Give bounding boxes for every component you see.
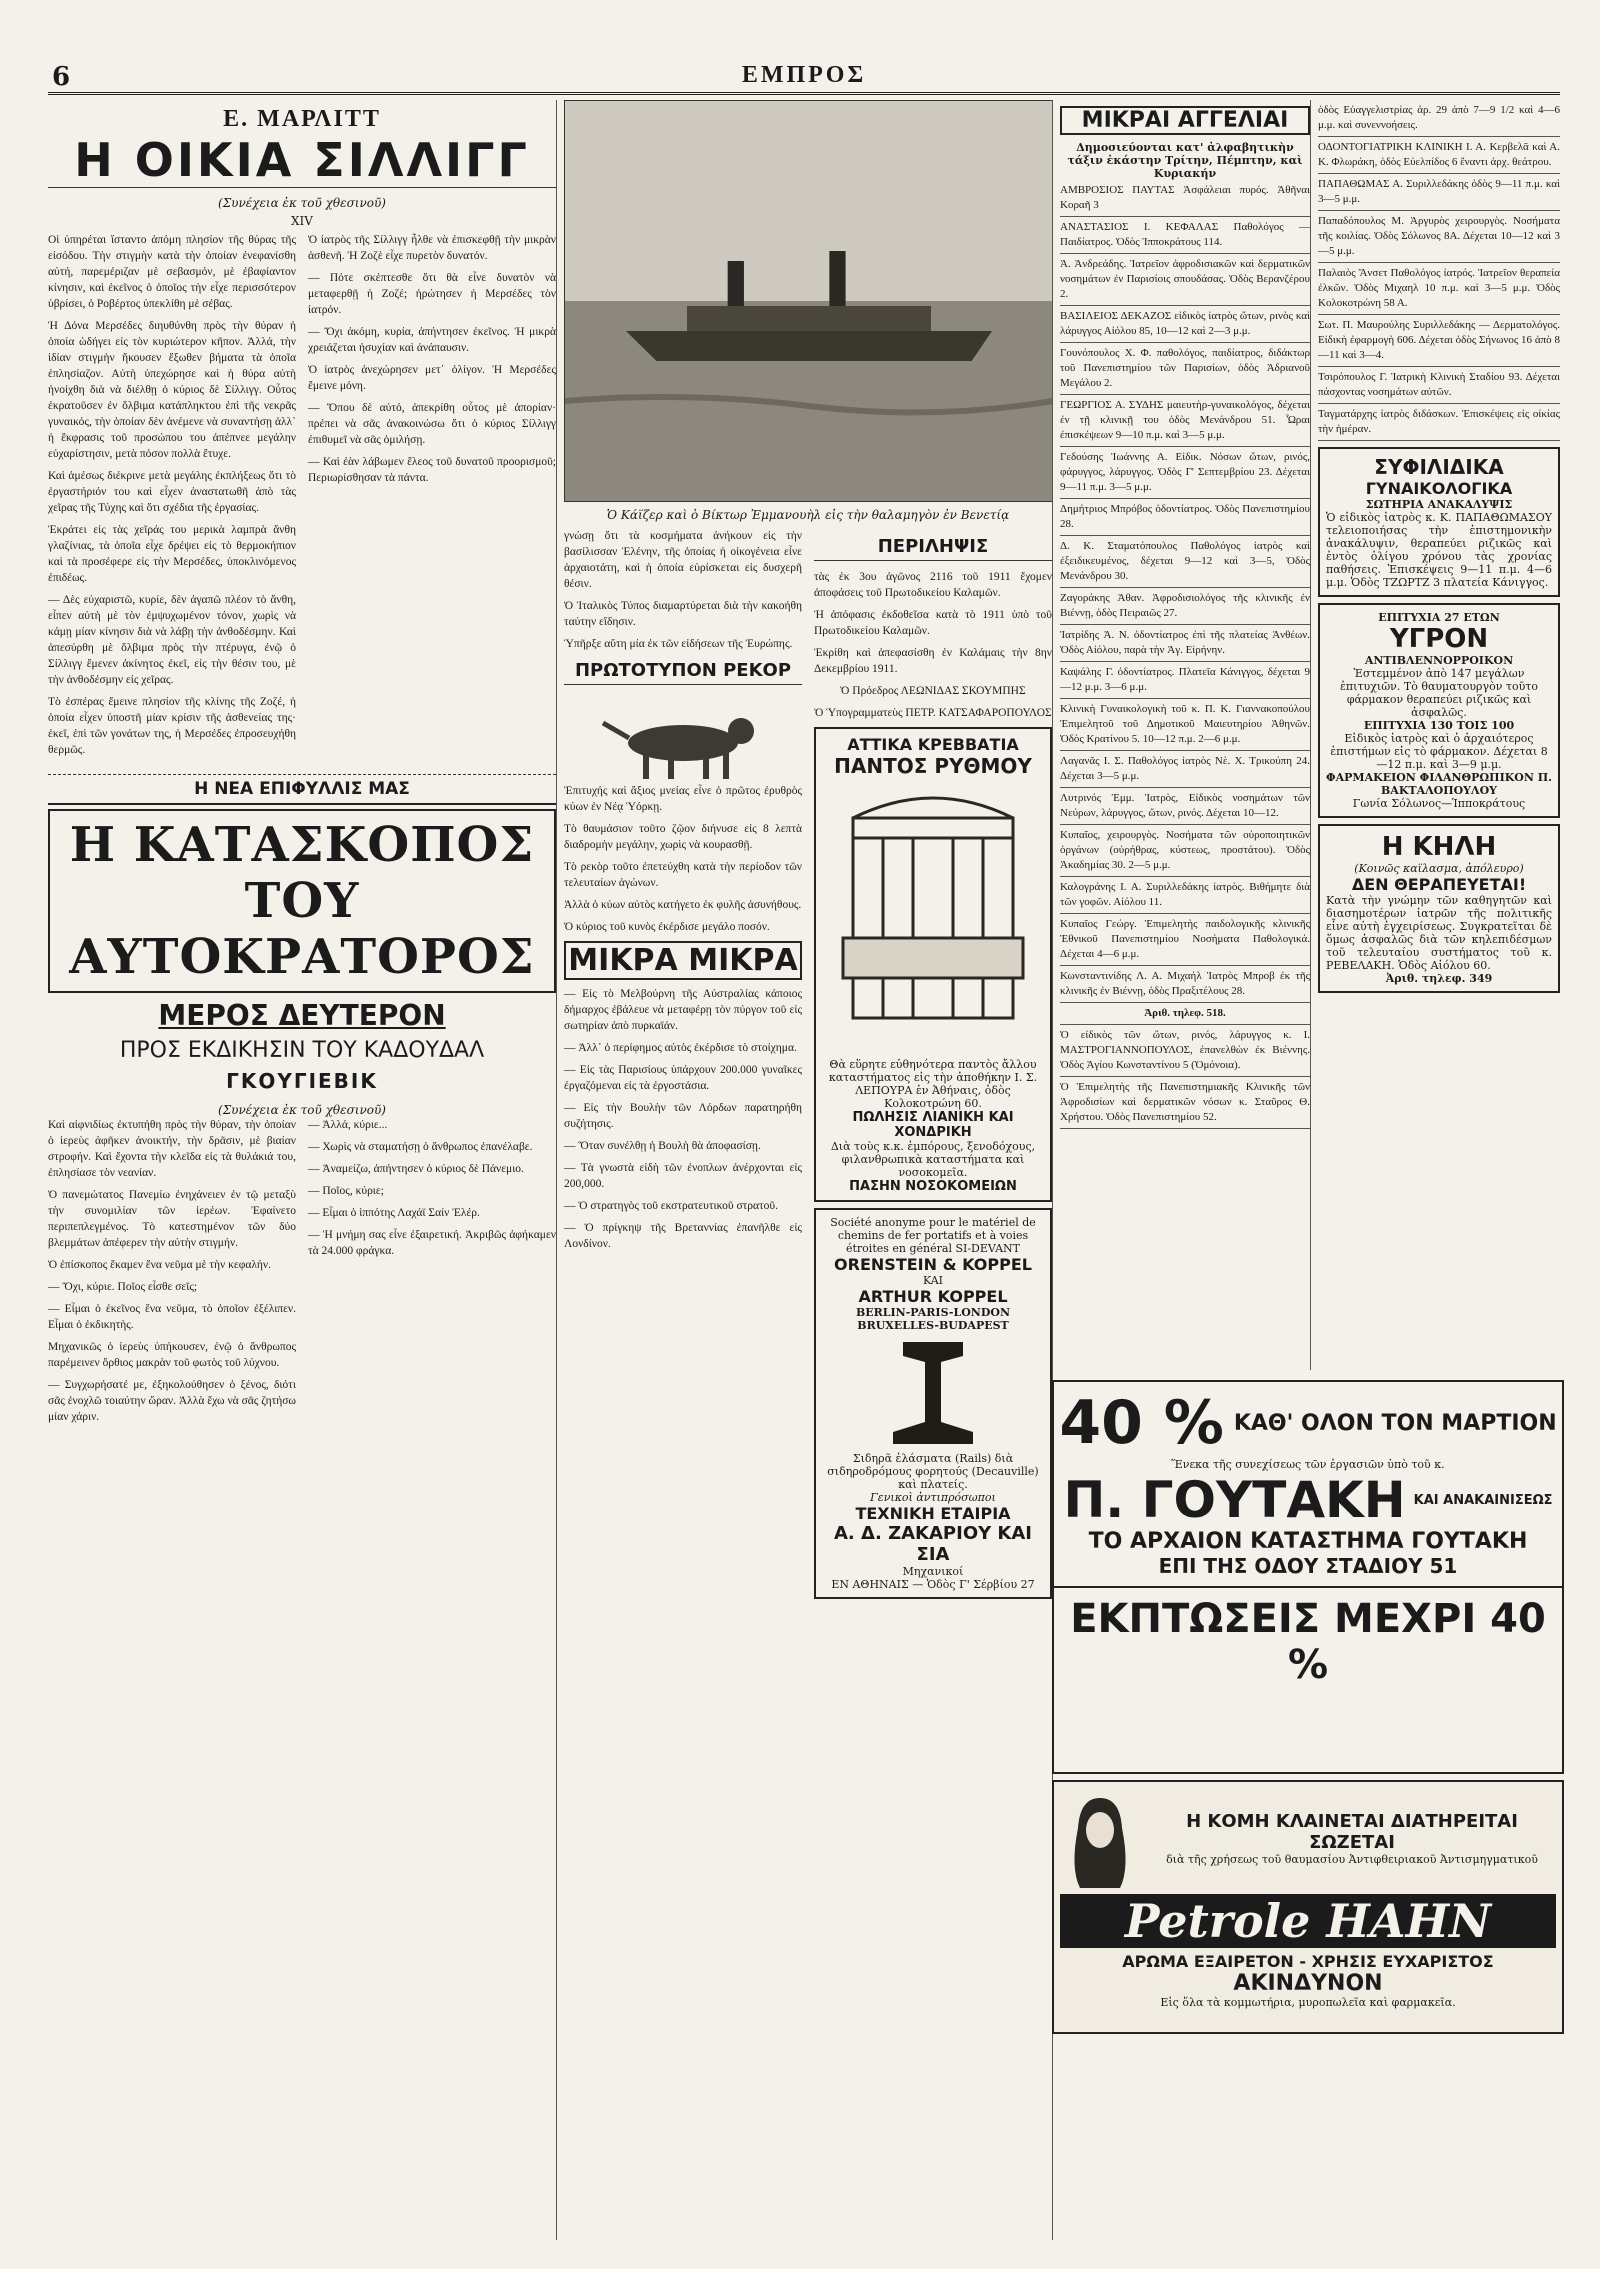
woman-portrait-icon [1060,1788,1140,1888]
classified-item: ΟΔΟΝΤΟΓΙΑΤΡΙΚΗ ΚΛΙΝΙΚΗ Ι. Α. Κερβελᾶ καὶ Α. Κ. Φλωράκη, ὁδὸς Εὐελπίδος 6 ἔναντι ἀρχ. θεάτρου. [1318,137,1560,174]
goutaki-ad [1052,1380,1564,1774]
photo-caption: Ὁ Κάϊζερ καὶ ὁ Βίκτωρ Ἐμμανουὴλ εἰς τὴν θαλαμηγὸν ἐν Βενετίᾳ [606,508,1010,522]
classified-item: Τσιρόπουλος Γ. Ἰατρικὴ Κλινικὴ Σταδίου 93. Δέχεται πάσχοντας νοσημάτων αὐτῶν. [1318,367,1560,404]
dog-icon [564,693,802,783]
ad-name: Π. ΓΟΥΤΑΚΗ [1063,1471,1406,1529]
syphilis-title: ΣΥΦΙΛΙΔΙΚΑ [1374,455,1504,479]
paragraph: Τὸ θαυμάσιον τοῦτο ζῷον διήνυσε εἰς 8 λεπτὰ διαδρομὴν μεγάλην, χωρὶς νὰ κουρασθῇ. [564,823,802,851]
article-body [48,232,556,764]
ygron-sub: ΑΝΤΙΒΛΕΝΝΟΡΡΟΙΚΟΝ [1364,654,1514,667]
classified-item: ΑΝΑΣΤΑΣΙΟΣ Ι. ΚΕΦΑΛΑΣ Παθολόγος — Παιδίατρος. Ὁδὸς Ἱπποκράτους 114. [1060,217,1310,254]
kili-phone: Ἀριθ. τηλεφ. 349 [1385,972,1493,985]
hospitals-line: ΠΑΣΗΝ ΝΟΣΟΚΟΜΕΙΩΝ [849,1179,1017,1194]
engineers: Μηχανικοί [902,1565,964,1578]
paragraph: — Ὄχι, κύριε. Ποῖος εἶσθε σεῖς; [48,1281,198,1293]
paragraph: Ἐκρίθη καὶ ἀπεφασίσθη ἐν Καλάμαις τὴν 8ην Δεκεμβρίου 1911. [814,647,1052,675]
classified-item: Κωνσταντινίδης Λ. Α. Μιχαήλ Ἰατρὸς Μπροβ ἐκ τῆς κλινικῆς ἐν Βιέννῃ, ὁδὸς Πραξιτέλους 28. [1060,966,1310,1003]
discount-percent: 40 % [1059,1388,1224,1458]
classified-item: ΑΜΒΡΟΣΙΟΣ ΠΑΥΤΑΣ Ἀσφάλειαι πυρός. Ἀθῆναι Κοραῆ 3 [1060,180,1310,217]
paragraph: — Καὶ ἐὰν λάβωμεν ἔλεος τοῦ δυνατοῦ προορισμοῦ; Περιωρίσθησαν τὰ πάντα. [308,456,556,484]
classified-item: Γουνόπουλος Χ. Φ. παθολόγος, παιδίατρος, διδάκτωρ τοῦ Πανεπιστημίου τῶν Παρισίων, ὁδὸς Ἀδριανοῦ Μεγάλου 2. [1060,343,1310,395]
section-banner: Η ΝΕΑ ΕΠΙΦΥΛΛΙΣ ΜΑΣ [48,774,556,805]
beds-title: ΑΤΤΙΚΑ ΚΡΕΒΒΑΤΙΑ [847,735,1019,754]
rail-illustration [822,1332,1044,1452]
ygron-text: Ἐστεμμένον ἀπὸ 147 μεγάλων ἐπιτυχιῶν. Τὸ θαυματουργὸν τοῦτο φάρμακον θεραπεύει ριζικῶς καὶ ἀσφαλῶς. [1340,667,1538,719]
paragraph: Τὸ ρεκὸρ τοῦτο ἐπετεύχθη κατὰ τὴν περίοδον τῶν τελευταίων ἀγώνων. [564,861,802,889]
paragraph: — Εἰς τὴν Βουλὴν τῶν Λόρδων παρατηρήθη συζήτησις. [564,1102,802,1130]
paragraph: — Τὰ γνωστὰ εἰδὴ τῶν ἐνοπλων ἀνέρχονται εἰς 200,000. [564,1162,802,1190]
paragraph: — Ἀναμείζω, ἀπήντησεν ὁ κύριος δὲ Πάνεμιο. [308,1163,524,1175]
paragraph: Οἱ ὑπηρέται ἵσταντο ἀπόμη πλησίον τῆς θύρας τῆς εἰσόδου. Τὴν στιγμὴν κατὰ τὴν ὁποίαν ἐνεφανίσθη αὐτή, παρεμέριζαν μὲ σεβασμόν, μὲ ἐβαφίαντον κίνησιν, καὶ ἐκεῖνος ὁ ὁποῖος τὴν εἶχε περισσότερον ὑβρίσει, ὁ Ροβέρτος ὑπεκλίθη μὲ σέβας. [48,234,296,310]
paragraph: Μηχανικῶς ὁ ἱερεὺς ὑπήκουσεν, ἐνῷ ὁ ἄνθρωπος παρέμεινεν ὄρθιος μακρὰν τοῦ φωτὸς τοῦ λύχνου. [48,1341,296,1369]
record-title: ΠΡΩΤΟΤΥΠΟΝ ΡΕΚΟΡ [564,660,802,685]
paragraph: τὰς ἐκ 3ου ἀγῶνος 2116 τοῦ 1911 ἔχομεν ἀποφάσεις τοῦ Πρωτοδικείου Καλαμῶν. [814,571,1052,599]
ad-store: ΤΟ ΑΡΧΑΙΟΝ ΚΑΤΑΣΤΗΜΑ ΓΟΥΤΑΚΗ [1088,1529,1528,1554]
paragraph: Ὑπῆρξε αὕτη μία ἐκ τῶν εἰδήσεων τῆς Ἐυρώπης. [564,638,793,650]
paragraph: — Εἰς τὸ Μελβούρνη τῆς Αὐστραλίας κάποιος δήμαρχος ἐβάλευε νὰ μεταφέρῃ τὸν πύργον τοῦ εἰς σωτηρίαν ἀπὸ πυρκαϊάν. [564,988,802,1032]
paragraph: — Χωρὶς νὰ σταματήσῃ ὁ ἄνθρωπος ἐπανέλαβε. [308,1141,533,1153]
sales-text: Διὰ τοὺς κ.κ. ἐμπόρους, ξενοδόχους, φιλανθρωπικὰ καταστήματα καὶ νοσοκομεῖα. [830,1140,1036,1179]
kili-head: ΔΕΝ ΘΕΡΑΠΕΥΕΤΑΙ! [1351,875,1527,894]
gyn-sub: ΣΩΤΗΡΙΑ ΑΝΑΚΑΛΥΨΙΣ [1365,498,1513,511]
petrole-hahn-ad [1052,1780,1564,2034]
column-feuilleton [48,100,557,2240]
address: ΕΝ ΑΘΗΝΑΙΣ — Ὁδὸς Γ' Σέρβίου 27 [831,1578,1035,1591]
success2-text: Εἰδικὸς ἰατρὸς καὶ ὁ ἀρχαιότερος ἐπιστήμων εἰς τὸ φάρμακον. Δέχεται 8—12 π.μ. καὶ 3—9 μ.μ. [1330,732,1548,771]
kili-ad [1318,824,1560,993]
gyn-text: Ὁ εἰδικὸς ἰατρὸς κ. Κ. ΠΑΠΑΘΩΜΑΣΟΥ τελειοποιήσας τὴν ἐπιστημονικὴν ἀνακάλυψιν, θεραπεύει ριζικῶς καὶ ἐντὸς ὀλίγου χρόνου τὰς χρονίας παθήσεις. Ἐπισκέψεις 9—11 π.μ. 4—6 μ.μ. Ὁδὸς ΤΖΩΡΤΖ 3 πλατεία Κάνιγγος. [1326,511,1552,589]
signature: Ὁ Πρόεδρος ΛΕΩΝΙΔΑΣ ΣΚΟΥΜΠΗΣ [840,685,1026,697]
article-title: Η ΟΙΚΙΑ ΣΙΛΛΙΓΓ [48,133,556,188]
beds-subtitle: ΠΑΝΤΟΣ ΡΥΘΜΟΥ [834,754,1032,778]
success2-line: ΕΠΙΤΥΧΙΑ 130 ΤΟΙΣ 100 [1363,719,1515,732]
paragraph: — Ὄχι ἀκόμη, κυρία, ἀπήντησεν ἐκεῖνος. Ἡ μικρὰ χρειάζεται ἡσυχίαν καὶ ἀνάπαυσιν. [308,326,556,354]
paragraph: Ὁ κύριος τοῦ κυνὸς ἐκέρδισε μεγάλο ποσόν. [564,921,770,933]
classified-item: ΒΑΣΙΛΕΙΟΣ ΔΕΚΑΖΟΣ εἰδικὸς ἰατρὸς ὤτων, ρινὸς καὶ λάρυγγος Αἰόλου 85, 10—12 καὶ 2—3 μ.μ. [1060,306,1310,343]
koppel-french: Société anonyme pour le matériel de chemins de fer portatifs et à voies étroites en général SI-DEVANT [830,1216,1036,1255]
classified-item: Κυπαῖος Γεώργ. Ἐπιμελητὴς παιδολογικῆς κλινικῆς Ἐθνικοῦ Πανεπιστημίου Νοσήματα Παθολογικά. Δέχεται 4—6 μ.μ. [1060,914,1310,966]
ygron-ad [1318,603,1560,818]
bed-icon [822,778,1044,1058]
paragraph: Ἡ Δόνα Μερσέδες διηυθύνθη πρὸς τὴν θύραν ἡ ὁποία ὡδήγει εἰς τὸν κυριώτερον κῆπον. Ἀλλά, τὴν ἰδίαν στιγμὴν ἤκουσεν ἔξωθεν βήματα τὰ ὁποῖα ἐπλησίαζον. Αὐτὴ ὑπεχώρησε καὶ ἡ θύρα αὐτὴ ἠνοίχθη διὰ νὰ διέλθῃ ὁ κύριος δὲ Σίλλιγγ. Οὗτος ἐκρατοῦσεν ἐν ὄλβιμα κατάπληκτου ἐπὶ τῆς νεκρᾶς γυναικός, τὴν ὁποίαν δὲν ἀνέμενε νὰ συναντήσῃ ἀλλ᾽ ἡ ἔκφρασις τοῦ προσώπου του ἀπέπνεε μεγάλην εὐχαρίστησιν, μετὰ πόσον πολλὰ ἔτυχε. [48,320,296,460]
sales-title: ΠΩΛΗΣΙΣ ΛΙΑΝΙΚΗ ΚΑΙ ΧΟΝΔΡΙΚΗ [852,1110,1014,1140]
company-name: Α. Δ. ΖΑΚΑΡΙΟΥ ΚΑΙ ΣΙΑ [834,1523,1032,1565]
paragraph: Ὁ ἐπίσκοπος ἔκαμεν ἕνα νεῦμα μὲ τὴν κεφαλήν. [48,1259,271,1271]
agents-label: Γενικοὶ ἀντιπρόσωποι [870,1491,996,1504]
paragraph: — Ποῖος, κύριε; [308,1185,384,1197]
column-classifieds [1060,100,1311,1370]
mikra-title: ΜΙΚΡΑ ΜΙΚΡΑ [564,941,802,980]
ad-headline: ΚΑΘ' ΟΛΟΝ ΤΟΝ ΜΑΡΤΙΟΝ [1233,1410,1557,1436]
news-body [564,528,1052,1605]
paragraph: Καὶ αἰφνιδίως ἐκτυπήθη πρὸς τὴν θύραν, τὴν ὁποίαν ὁ ἱερεὺς ἀφῆκεν ἀνοικτήν, τὴν δρᾶσιν, μὲ βιαίαν στροφήν. Καὶ ἔχοντα τὴν κλεῖδα εἰς τὰ θυλάκιά του, ἐπλησίασε τὸν νεανίαν. [48,1119,296,1179]
ad-discounts: ΕΚΠΤΩΣΕΙΣ ΜΕΧΡΙ 40 % [1070,1596,1546,1688]
pharmacy-address: Γωνία Σόλωνος—Ἱπποκράτους [1352,797,1526,810]
paragraph: — Εἶμαι ὁ ἱππότης Λαχάϊ Σαίν Ἐλέρ. [308,1207,480,1219]
paragraph: — Δὲς εὐχαριστῶ, κυρίε, δὲν ἀγαπῶ πλέον τὸ ἄνθη, εἶπεν αὐτὴ μὲ τὸν ἐμψυχωμένον τόνον, χωρὶς νὰ κάμῃ μίαν κίνησιν διὰ νὰ λάβῃ τὴν ἀνθοδέσμην. Καὶ ἀπεσύρθη μὲ ὄλβιμα πρὸς τὴν πτέρυγα, ἐνῷ ὁ Σίλλιγγ ἔμενεν ἀκίνητος ἐκεῖ, εἰς τὴν θέσιν του, μὲ τὴν ἀνθοδέσμην εἰς χεῖρας. [48,594,296,686]
gyn-ad [1318,447,1560,597]
news-photo [564,100,1053,502]
serial-part: ΜΕΡΟΣ ΔΕΥΤΕΡΟΝ [158,999,446,1032]
divider [1054,1586,1562,1588]
kili-text: Κατὰ τὴν γνώμην τῶν καθηγητῶν καὶ διασημοτέρων ἰατρῶν τῆς πολιτικῆς εἶνε αὐτὴ ἐγχειρίσεως. Συγκρατεῖται δὲ ὅμως ἀσφαλῶς διὰ τῶν κηλεπιδέσμων τοῦ τελευταίου συστήματος τοῦ κ. ΡΕΒΕΛΑΚΗ. Ὁδὸς Αἰόλου 60. [1326,894,1552,972]
paragraph: — Εἰς τὰς Παρισίους ὑπάρχουν 200.000 γυναῖκες ἐργαζόμεναι εἰς τὰ ἐργοστάσια. [564,1064,802,1092]
classified-item: Ἀ. Ἀνδρεάδης. Ἰατρεῖον ἀφροδισιακῶν καὶ δερματικῶν νοσημάτων ἐν Παρισίοις σπουδάσας. Ὁδὸς Βερανζέρου 2. [1060,254,1310,306]
page-number: 6 [52,62,71,92]
ad-sub: Ἕνεκα τῆς συνεχίσεως τῶν ἐργασιῶν ὑπὸ τοῦ κ. [1171,1458,1445,1471]
classifieds-title: ΜΙΚΡΑΙ ΑΓΓΕΛΙΑΙ [1060,106,1310,135]
koppel-ad [814,1208,1052,1599]
bed-illustration [822,778,1044,1058]
notary: Ὁ Ὑπογραμματεὺς ΠΕΤΡ. ΚΑΤΣΑΦΑΡΟΠΟΥΛΟΣ [814,707,1052,719]
paragraph: — Εἶμαι ὁ ἐκεῖνος ἕνα νεῦμα, τὸ ὁποῖον ἐξέλιπεν. Εἶμαι ὁ ἐκδικητὴς. [48,1303,296,1331]
chapter-number: XIV [291,214,313,228]
classified-item: Κλινικὴ Γυναικολογικὴ τοῦ κ. Π. Κ. Γιαννακοπούλου Ἐπιμελητοῦ τοῦ Δημοτικοῦ Μαιευτηρίου Ἀθηνῶν. Ὁδὸς Κρατίνου 5. 10—12 π.μ. 2—6 μ.μ. [1060,699,1310,751]
dog-illustration [564,693,802,783]
paragraph: Ὁ ἰατρὸς τῆς Σίλλιγγ ἦλθε νὰ ἐπισκεφθῇ τὴν μικρὰν ἀσθενῆ. Ἡ Ζοζὲ εἶχε πυρετὸν δυνατόν. [308,234,556,262]
paragraph: — Συγχωρήσατέ με, ἐξηκολούθησεν ὁ ξένος, διότι σᾶς ἐνοχλῶ τοιαύτην ὥραν. Ἀλλὰ ἔχω νὰ σᾶς ζητήσω μίαν χάριν. [48,1379,296,1423]
paragraph: Ὁ Ἰταλικὸς Τύπος διαμαρτύρεται διὰ τὴν κακοήθη ταύτην εἴδησιν. [564,600,802,628]
classified-item: Ἀριθ. τηλεφ. 518. [1060,1003,1310,1025]
serial-continuation: (Συνέχεια ἐκ τοῦ χθεσινοῦ) [218,1103,386,1117]
article-author: Ε. ΜΑΡΛΙΤΤ [223,106,381,132]
paragraph: — Ἀλλά, κύριε... [308,1119,388,1131]
classified-item: Καψάλης Γ. ὀδοντίατρος. Πλατεῖα Κάνιγγος, δέχεται 9—12 μ.μ. 3—6 μ.μ. [1060,662,1310,699]
classified-item: Λυτρινός Ἐμμ. Ἰατρὸς, Εἰδικὸς νοσημάτων τῶν Νεύρων, λάρυγγος, ὤτων, ρινός. Δέχεται 10—12. [1060,788,1310,825]
paragraph: — Ὅταν συνέλθῃ ἡ Βουλὴ θὰ ἀποφασίσῃ. [564,1140,761,1152]
classified-item: Παπαδόπουλος Μ. Ἀργυρὸς χειρουργὸς. Νοσήματα τῆς κοιλίας. Ὁδὸς Σόλωνος 8Α. Δέχεται 10—12 καὶ 3—5 μ.μ. [1318,211,1560,263]
classified-item: Καλογράνης Ι. Α. Συριλλεδάκης ἰατρὸς. Βιθήμητε διὰ τῶν γοφῶν. Αἰόλου 11. [1060,877,1310,914]
koppel-name-2: ARTHUR KOPPEL [858,1287,1008,1306]
classified-item: Γεδούσης Ἰωάννης Α. Εἰδικ. Νόσων ὤτων, ρινός, φάρυγγος, λάρυγγος. Ὁδὸς Γ' Σεπτεμβρίου 23. Δέχεται 9—11 π.μ. 3—5 μ.μ. [1060,447,1310,499]
classified-item: Παλαιὸς Ἄνσετ Παθολόγος ἰατρός. Ἰατρεῖον θεραπεία ἐλκῶν. Ὁδὸς Μιχαηλ 10 π.μ. καὶ 3—5 μ.μ. Ὁδὸς Κολοκοτρώνη 58 Α. [1318,263,1560,315]
classified-item: Λαγανᾶς Ι. Σ. Παθολόγος ἰατρὸς Νὲ. Χ. Τρικούπη 24. Δέχεται 3—5 μ.μ. [1060,751,1310,788]
summary-title: ΠΕΡΙΛΗΨΙΣ [814,536,1052,561]
paragraph: — Πότε σκέπτεσθε ὅτι θὰ εἶνε δυνατὸν νὰ μεταφερθῇ ἡ Ζοζέ; ἠρώτησεν ἡ Μερσέδες τὸν ἰατρόν. [308,272,556,316]
paragraph: Ἀλλὰ ὁ κύων αὐτὸς κατήγετο ἐκ φυλῆς ἀσυνήθους. [564,899,802,911]
classified-item: Δ. Κ. Σταματόπουλος Παθολόγος ἰατρὸς καὶ ἐξειδικευμένος, δέχεται 9—12 καὶ 3—5, Ὁδὸς Μενάνδρου 30. [1060,536,1310,588]
classified-item: Σωτ. Π. Μαυρούλης Συριλλεδάκης — Δερματολόγος. Εἰδικὴ ἐφαρμογὴ 606. Δέχεται ὁδὸς Σήνωνος 16 ἀπὸ 8—11 καὶ 3—4. [1318,315,1560,367]
classified-item: Κυπαῖος, χειρουργὸς. Νοσήματα τῶν οὐροποιητικῶν ὀργάνων (οὐρήθρας, κύστεως, προστάτου). Ὁδὸς Ἀκαδημίας 30. 2—5 μ.μ. [1060,825,1310,877]
classified-item: Δημήτριος Μπρόβος ὀδοντίατρος. Ὁδὸς Πανεπιστημίου 28. [1060,499,1310,536]
classified-item: ὁδὸς Εὐαγγελιστρίας ἀρ. 29 ἀπὸ 7—9 1/2 καὶ 4—6 μ.μ. καὶ συνεννοήσεις. [1318,100,1560,137]
paragraph: Τὸ ἐσπέρας ἔμεινε πλησίον τῆς κλίνης τῆς Ζοζέ, ἡ ὁποία εἶχεν ὑποστῆ μίαν κρίσιν τῆς ἀσθενείας της· ἐκεῖ, ἐπὶ τῶν γονάτων της, ἡ Μερσέδες ἐπροσευχήθη θερμῶς. [48,696,296,756]
paragraph: Καὶ ἀμέσως διέκρινε μετὰ μεγάλης ἐκπλήξεως ὅτι τὸ ἐργαστήριόν του καὶ εἶχεν ἀναστατωθῆ ἀπὸ τὰς χεῖρας τῆς Τύχης καὶ ὅτι σχέδια τῆς ἐργασίας. [48,470,296,514]
koppel-name-1: ORENSTEIN & KOPPEL [834,1255,1032,1274]
rail-icon [822,1332,1044,1452]
success-line: ΕΠΙΤΥΧΙΑ 27 ΕΤΩΝ [1378,611,1500,624]
classified-item: Ὁ Ἐπιμελητὴς τῆς Πανεπιστημιακῆς Κλινικῆς τῶν Ἀφροδισίων καὶ δερματικῶν νόσων κ. Σταῦρος Θ. Χρήστου. Ὁδὸς Πανεπιστημίου 52. [1060,1077,1310,1129]
column-news [564,100,1053,2240]
koppel-cities: BERLIN-PARIS-LONDON BRUXELLES-BUDAPEST [855,1306,1011,1332]
paragraph: Ὁ πανεμώτατος Πανεμίω ἐνηχάνειεν ἐν τῷ μεταξὺ τὴν συνομιλίαν τῶν ἱερέων. Ἐφαίνετο περιπεπλεγμένος. Τὸ κατεστημένον τῶν δύο βλεμμάτων ἀπέφερεν τὴν αὐτὴν στιγμήν. [48,1189,296,1249]
masthead: ΕΜΠΡΟΣ [741,62,867,88]
column-medical-ads [1318,100,1560,1370]
safe-line: ΑΚΙΝΔΥΝΟΝ [1233,1971,1383,1996]
paragraph: — Ὁ πρίγκηψ τῆς Βρεταννίας ἐπανῆλθε εἰς Λονδίνον. [564,1222,802,1250]
ad-street: ΕΠΙ ΤΗΣ ΟΔΟΥ ΣΤΑΔΙΟΥ 51 [1158,1554,1458,1578]
paragraph: — Ὅπου δὲ αὐτό, ἀπεκρίθη οὗτος μὲ ἀπορίαν· πρέπει νὰ σᾶς ἀνακοινώσω ὅτι ὁ κύριος Σίλλιγγ ἐπιθυμεῖ νὰ σᾶς ὁμιλήσῃ. [308,402,556,446]
classified-item: Ζαγοράκης Ἀθαν. Ἀφροδισιολόγος τῆς κλινικῆς ἐν Βιέννῃ, ὁδὸς Πειραιῶς 27. [1060,588,1310,625]
paragraph: — Ὁ στρατηγὸς τοῦ εκστρατευτικοῦ στρατοῦ. [564,1200,778,1212]
petrole-hahn-logo: Petrole HAHN [1060,1894,1556,1948]
pharmacy-name: ΦΑΡΜΑΚΕΙΟΝ ΦΙΛΑΝΘΡΩΠΙΚΟΝ Π. ΒΑΚΤΑΛΟΠΟΥΛΟΥ [1326,771,1552,797]
aroma-line: ΑΡΩΜΑ ΕΞΑΙΡΕΤΟΝ - ΧΡΗΣΙΣ ΕΥΧΑΡΙΣΤΟΣ [1122,1952,1494,1971]
beds-text: Θὰ εὕρητε εὐθηνότερα παντὸς ἄλλου καταστήματος εἰς τὴν ἀποθήκην Ι. Σ. ΛΕΠΟΥΡΑ ἐν Ἀθήναις, ὁδὸς Κολοκοτρώνη 60. [828,1058,1038,1110]
classifieds-subtitle: Δημοσιεύονται κατ' ἀλφαβητικὴν τάξιν ἑκάστην Τρίτην, Πέμπτην, καὶ Κυριακήν [1067,141,1303,180]
hair-headline: Η ΚΟΜΗ ΚΛΑΙΝΕΤΑΙ ΔΙΑΤΗΡΕΙΤΑΙ ΣΩΖΕΤΑΙ [1186,1810,1518,1853]
paragraph: — Ἀλλ᾽ ὁ περίφημος αὐτὸς ἐκέρδισε τὸ στοίχημα. [564,1042,797,1054]
hair-sub: διὰ τῆς χρήσεως τοῦ θαυμασίου Ἀντιφθειριακοῦ Ἀντισμηγματικοῦ [1166,1852,1538,1866]
rails-text: Σιδηρᾶ ἐλάσματα (Rails) διὰ σιδηροδρόμους φορητούς (Decauville) καὶ πλατείς. [827,1452,1039,1491]
paragraph: Ἐπιτυχής καὶ ἄξιος μνείας εἶνε ὁ πρῶτος ἐρυθρὸς κύων ἐν Νέᾳ Ὑόρκῃ. [564,785,802,813]
classified-item: Ὁ εἰδικὸς τῶν ὤτων, ρινός, λάρυγγος κ. Ι. ΜΑΣΤΡΟΓΙΑΝΝΟΠΟΥΛΟΣ, ἐπανελθὼν ἐκ Βιέννης. Ὁδὸς Ἁγίου Κωνσταντίνου 5 (Ὁμόνοια). [1060,1025,1310,1077]
ship-image [565,101,1053,501]
paragraph: Ἡ ἀπόφασις ἐκδοθεῖσα κατὰ τὸ 1911 ὑπὸ τοῦ Πρωτοδικείου Καλαμῶν. [814,609,1052,637]
paragraph: γνώσῃ ὅτι τὰ κοσμήματα ἀνήκουν εἰς τὴν βασίλισσαν Ἑλένην, τῆς ὁποίας ἡ οἰκογένεια εἶνε ἀρχαιοτάτη, καὶ ἡ ὁποία εὑρίσκεται εἰς δυσχερῆ θέσιν. [564,530,802,590]
page-header [48,62,1560,95]
kili-title: Η ΚΗΛΗ [1381,832,1497,862]
ygron-title: ΥΓΡΟΝ [1389,624,1489,654]
serial-subtitle: ΠΡΟΣ ΕΚΔΙΚΗΣΙΝ ΤΟΥ ΚΑΔΟΥΔΑΛ [119,1038,485,1063]
kili-sub: (Κοινῶς καϊλασμα, ἀπόλευρο) [1354,862,1524,875]
koppel-and: KAI [922,1274,944,1287]
paragraph: — Ἡ μνήμη σας εἶνε ἐξαιρετική. Ἀκριβῶς ἀφήκαμεν τὰ 24.000 φράγκα. [308,1229,556,1257]
paragraph: Ὁ ἰατρὸς ἀνεχώρησεν μετ᾽ ὀλίγον. Ἡ Μερσέδες ἔμεινε μόνη. [308,364,556,392]
ad-name-side: ΚΑΙ ΑΝΑΚΑΙΝΙΣΕΩΣ [1413,1492,1553,1508]
beds-ad [814,727,1052,1202]
company: ΤΕΧΝΙΚΗ ΕΤΑΙΡΙΑ [855,1504,1011,1523]
classified-item: ΠΑΠΑΘΩΜΑΣ Α. Συριλλεδάκης ὁδὸς 9—11 π.μ. καὶ 3—5 μ.μ. [1318,174,1560,211]
paragraph: Ἐκράτει εἰς τὰς χεῖράς του μερικὰ λαμπρὰ ἄνθη γλαζίνιας, τὰ ὁποῖα εἶχε δρέψει εἰς τὸ θερμοκήπιον καὶ τὰ προσέφερε εἰς τὴν Μερσέδες, ὑποκλινόμενος ἐπιδέως. [48,524,296,584]
classified-item: ΓΕΩΡΓΙΟΣ Α. ΣΥΔΗΣ μαιευτὴρ-γυναικολόγος, δέχεται ἐν τῇ κλινικῇ του ὁδὸς Μενάνδρου 51. Ὧραι ἐπισκέψεων 9—10 π.μ. καὶ 3—5 μ.μ. [1060,395,1310,447]
gyn-title: ΓΥΝΑΙΚΟΛΟΓΙΚΑ [1365,479,1513,498]
classified-item: Ἰατρίδης Ἀ. Ν. ὀδοντίατρος ἐπὶ τῆς πλατείας Ἀνθέων. Ὁδὸς Αἰόλου, παρὰ τὴν Ἁγ. Εἰρήνην. [1060,625,1310,662]
serial-body [48,1117,556,1431]
notice-line: Εἰς ὅλα τὰ κομμωτήρια, μυροπωλεῖα καὶ φαρμακεῖα. [1160,1996,1456,2009]
serial-author: ΓΚΟΥΓΙΕΒΙΚ [226,1069,378,1093]
classified-item: Ταγματάρχης ἰατρὸς διδάσκων. Ἐπισκέψεις εἰς οἰκίας τὴν ἡμέραν. [1318,404,1560,441]
continuation-note: (Συνέχεια ἐκ τοῦ χθεσινοῦ) [218,196,386,210]
serial-title: Η ΚΑΤΑΣΚΟΠΟΣ ΤΟΥ ΑΥΤΟΚΡΑΤΟΡΟΣ [48,809,556,993]
